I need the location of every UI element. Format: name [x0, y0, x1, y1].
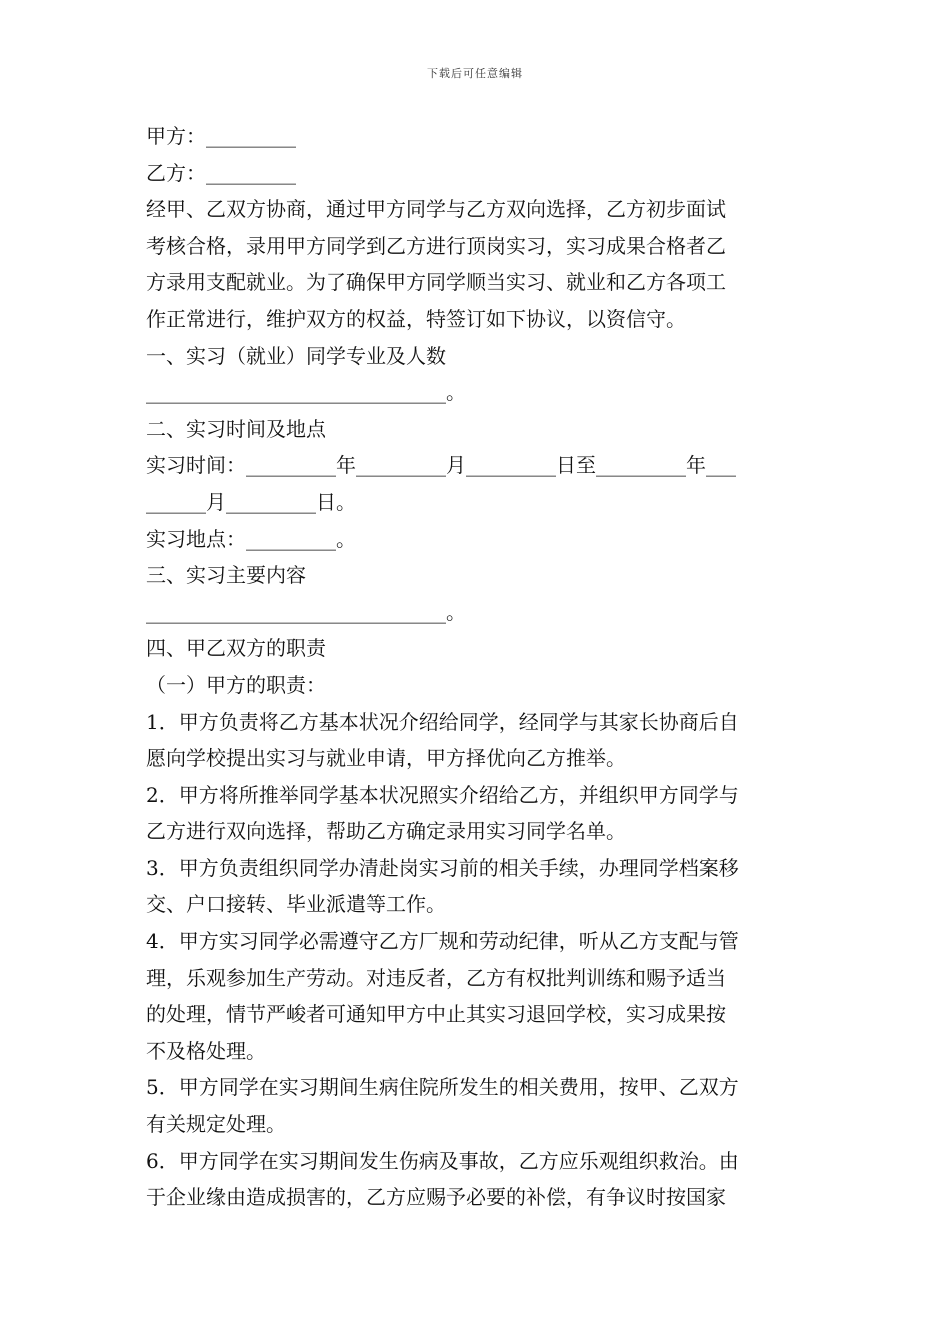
intro-paragraph-line: 考核合格，录用甲方同学到乙方进行顶岗实习，实习成果合格者乙 [146, 233, 726, 258]
internship-time-line: 实习时间：_________年_________月_________日至_________年___ [146, 453, 736, 478]
section-heading-1: 一、实习（就业）同学专业及人数 [146, 343, 446, 368]
clause-line: 交、户口接转、毕业派遣等工作。 [146, 892, 446, 917]
clause-line: 6．甲方同学在实习期间发生伤病及事故，乙方应乐观组织救治。由 [146, 1148, 739, 1173]
clause-line: 乙方进行双向选择，帮助乙方确定录用实习同学名单。 [146, 819, 626, 844]
header-note: 下载后可任意编辑 [427, 67, 523, 80]
clause-line: 有关规定处理。 [146, 1112, 286, 1137]
document-body [146, 118, 810, 1216]
blank-fill-line: ______________________________。 [146, 380, 466, 405]
clause-line: 不及格处理。 [146, 1038, 266, 1063]
clause-line: 于企业缘由造成损害的，乙方应赐予必要的补偿，有争议时按国家 [146, 1185, 726, 1210]
party-a-line: 甲方：_________ [146, 124, 296, 148]
section-heading-4: 四、甲乙双方的职责 [146, 636, 326, 661]
party-b-line: 乙方：_________ [146, 160, 296, 185]
clause-line: 5．甲方同学在实习期间生病住院所发生的相关费用，按甲、乙双方 [146, 1075, 739, 1100]
clause-line: 2．甲方将所推举同学基本状况照实介绍给乙方，并组织甲方同学与 [146, 782, 739, 807]
section-heading-3: 三、实习主要内容 [146, 563, 306, 588]
clause-line: 1．甲方负责将乙方基本状况介绍给同学，经同学与其家长协商后自 [146, 709, 739, 734]
intro-paragraph-line: 经甲、乙双方协商，通过甲方同学与乙方双向选择，乙方初步面试 [146, 197, 726, 222]
clause-line: 的处理，情节严峻者可通知甲方中止其实习退回学校，实习成果按 [146, 1002, 726, 1027]
intro-paragraph-line: 作正常进行，维护双方的权益，特签订如下协议，以资信守。 [146, 306, 686, 331]
section-heading-2: 二、实习时间及地点 [146, 416, 326, 441]
intro-paragraph-line: 方录用支配就业。为了确保甲方同学顺当实习、就业和乙方各项工 [146, 270, 726, 295]
clause-line: 理，乐观参加生产劳动。对违反者，乙方有权批判训练和赐予适当 [146, 965, 726, 990]
internship-place-line: 实习地点：_________。 [146, 526, 356, 551]
clause-line: 3．甲方负责组织同学办清赴岗实习前的相关手续，办理同学档案移 [146, 855, 739, 880]
clause-line: 4．甲方实习同学必需遵守乙方厂规和劳动纪律，听从乙方支配与管 [146, 929, 739, 954]
subsection-heading: （一）甲方的职责： [146, 672, 326, 697]
clause-line: 愿向学校提出实习与就业申请，甲方择优向乙方推举。 [146, 746, 626, 771]
blank-fill-line: ______________________________。 [146, 599, 466, 624]
internship-time-line: ______月_________日。 [146, 489, 356, 514]
